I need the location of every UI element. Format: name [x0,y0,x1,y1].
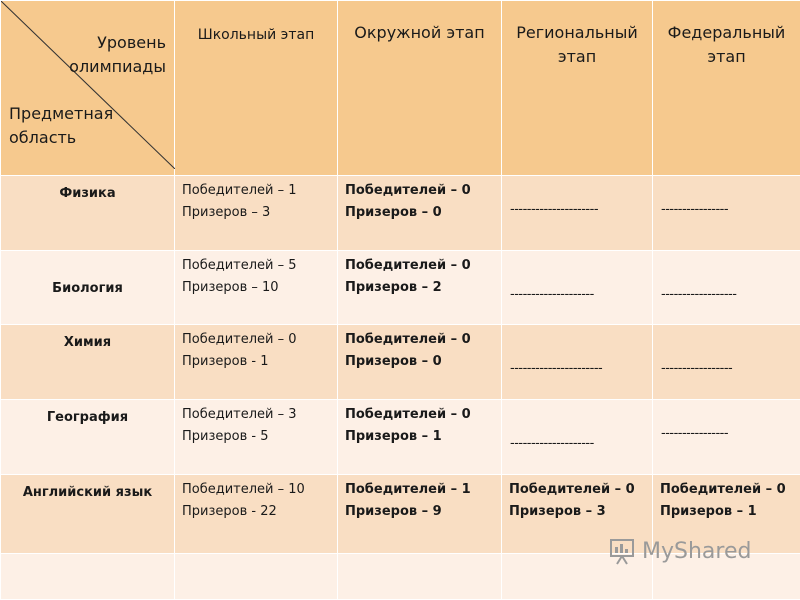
subject-cell: Физика [1,175,175,250]
table-header-row [1,1,800,176]
winners-count: Победителей – 1 [345,482,471,498]
district-stage-cell [338,250,502,325]
winners-count: Победителей – 3 [182,407,297,423]
regional-stage-cell: -------------------- [502,400,653,475]
winners-count: Победителей – 0 [345,332,471,348]
table-row [1,400,800,475]
winners-count: Победителей – 0 [345,257,471,273]
header-regional-stage: Региональный этап [502,1,653,176]
regional-stage-cell: --------------------- [502,175,653,250]
federal-stage-cell: ----------------- [653,325,800,400]
watermark-logo [608,536,751,566]
district-stage-cell [338,475,502,554]
regional-stage-cell: ---------------------- [502,325,653,400]
winners-count: Победителей – 0 [182,332,297,348]
prizewinners-count: Призеров – 0 [345,354,442,370]
prizewinners-count: Призеров – 3 [182,204,271,220]
prizewinners-count: Призеров – 1 [345,429,442,445]
prizewinners-count: Призеров – 3 [509,504,606,520]
table-row [1,175,800,250]
school-stage-cell-empty [175,554,338,600]
prizewinners-count: Призеров – 10 [182,279,279,295]
district-stage-cell [338,175,502,250]
federal-stage-cell: ---------------- [653,400,800,475]
prizewinners-count: Призеров – 9 [345,504,442,520]
federal-stage-cell: ------------------ [653,250,800,325]
prizewinners-count: Призеров - 22 [182,504,277,520]
regional-stage-cell: -------------------- [502,250,653,325]
winners-count: Победителей – 0 [660,482,786,498]
winners-count: Победителей – 0 [345,182,471,198]
prizewinners-count: Призеров – 2 [345,279,442,295]
subject-area-label: Предметная область [9,104,114,147]
subject-cell: География [1,400,175,475]
subject-cell: Химия [1,325,175,400]
winners-count: Победителей – 1 [182,182,297,198]
prizewinners-count: Призеров – 1 [660,504,757,520]
winners-count: Победителей – 0 [345,407,471,423]
school-stage-cell [175,250,338,325]
district-stage-cell [338,325,502,400]
winners-count: Победителей – 5 [182,257,297,273]
table-row [1,325,800,400]
school-stage-cell [175,475,338,554]
subject-cell: Английский язык [1,475,175,554]
presentation-board-icon [608,536,638,566]
header-federal-stage: Федеральный этап [653,1,800,176]
olympiad-level-label: Уровень олимпиады [69,33,166,76]
corner-header-cell [1,1,175,176]
header-district-stage: Окружной этап [338,1,502,176]
prizewinners-count: Призеров - 5 [182,429,269,445]
school-stage-cell [175,175,338,250]
subject-cell-empty [1,554,175,600]
school-stage-cell [175,400,338,475]
prizewinners-count: Призеров – 0 [345,204,442,220]
winners-count: Победителей – 10 [182,482,305,498]
district-stage-cell [338,400,502,475]
district-stage-cell-empty [338,554,502,600]
table-row [1,250,800,325]
prizewinners-count: Призеров - 1 [182,354,269,370]
watermark-text: MyShared [642,538,752,564]
header-school-stage: Школьный этап [175,1,338,176]
federal-stage-cell: ---------------- [653,175,800,250]
school-stage-cell [175,325,338,400]
winners-count: Победителей – 0 [509,482,635,498]
subject-cell: Биология [1,250,175,325]
